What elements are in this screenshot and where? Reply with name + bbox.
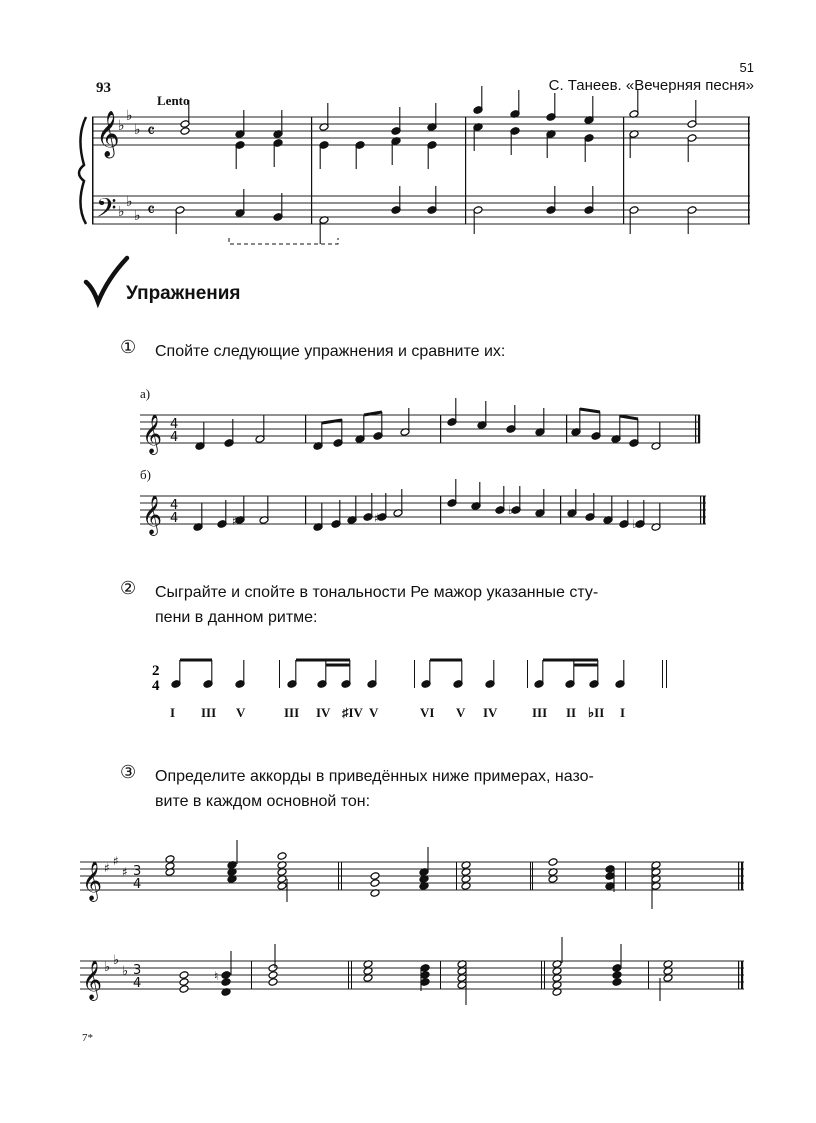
bar-line (251, 961, 252, 989)
note-head (221, 978, 231, 987)
bar-line (741, 961, 743, 989)
bar-line (700, 496, 701, 524)
exercise-a-label: а) (140, 386, 151, 401)
degree-label: III (284, 705, 300, 720)
time-sig: 4 (133, 877, 142, 892)
note-head (268, 978, 278, 987)
composer-title: С. Танеев. «Вечерняя песня» (548, 77, 754, 94)
bar-line (338, 862, 339, 890)
note-head (548, 858, 558, 867)
bar-line (92, 117, 94, 224)
bar-line (305, 415, 306, 443)
degree-label: V (236, 705, 246, 720)
bar-line (741, 862, 743, 890)
common-time: 𝄴 (147, 200, 156, 221)
flat-sign: ♭ (632, 517, 638, 531)
bar-line (560, 496, 561, 524)
bar-line (530, 862, 531, 890)
degree-label: IV (483, 705, 498, 720)
treble-clef: 𝄞 (96, 111, 120, 157)
note-head (179, 971, 189, 980)
note-head (370, 872, 380, 881)
natural-sign: ♮ (214, 969, 219, 983)
bar-line (625, 862, 626, 890)
exercise-b-label: б) (140, 467, 151, 482)
bar-line (279, 660, 280, 688)
bar-line (544, 961, 545, 989)
section-title: Упражнения (126, 283, 241, 304)
sharp-sign: ♯ (113, 854, 119, 868)
bar-line (648, 961, 649, 989)
flat-sign: ♭ (134, 122, 141, 138)
bar-line (348, 961, 349, 989)
page-number: 51 (739, 60, 754, 75)
flat-sign: ♭ (508, 503, 514, 517)
sharp-sign: ♯ (122, 865, 128, 879)
checkmark-icon (86, 258, 127, 302)
bar-line (440, 961, 441, 989)
common-time: 𝄴 (147, 121, 156, 142)
time-sig: 4 (170, 498, 179, 513)
bar-line (440, 496, 441, 524)
sharp-sign: ♯ (232, 514, 238, 528)
degree-label: VI (420, 705, 435, 720)
task-1-number: ① (120, 337, 137, 357)
flat-sign: ♭ (118, 118, 125, 134)
bar-line (311, 117, 312, 224)
note-head (179, 978, 189, 987)
degree-label: IV (316, 705, 331, 720)
bar-line (351, 961, 352, 989)
task-3-text: Определите аккорды в приведённых ниже примерах, назо- вите в каждом основной тон: (155, 768, 594, 810)
treble-clef: 𝄞 (82, 960, 103, 1000)
task-1-text: Спойте следующие упражнения и сравните их: (155, 343, 506, 360)
degree-label: II (566, 705, 577, 720)
degree-label: V (369, 705, 379, 720)
bar-line (662, 660, 663, 688)
bar-line (541, 961, 542, 989)
flat-sign: ♭ (134, 208, 141, 224)
rhythm-time-signature-bottom: 4 (152, 678, 160, 694)
note-head (612, 971, 622, 980)
bar-line (695, 415, 696, 443)
note-beam (322, 420, 342, 423)
note-beam (620, 416, 638, 419)
note-head (612, 978, 622, 987)
footer-mark: 7* (82, 1032, 93, 1044)
degree-label: I (620, 705, 626, 720)
note-head (370, 879, 380, 888)
flat-sign: ♭ (122, 964, 129, 979)
degree-label: V (456, 705, 466, 720)
time-sig: 4 (170, 511, 179, 526)
bar-line (440, 415, 441, 443)
bar-line (623, 117, 624, 224)
bar-line (566, 415, 567, 443)
time-sig: 4 (133, 976, 142, 991)
bass-clef: 𝄢 (96, 192, 117, 230)
bar-line (465, 117, 466, 224)
time-sig: 3 (133, 864, 142, 879)
degree-label: ♭II (588, 705, 605, 720)
degree-label: III (532, 705, 548, 720)
bar-line (738, 961, 739, 989)
bar-line (698, 415, 700, 443)
task-2-text: Сыграйте и спойте в тональности Ре мажор указанные сту- пени в данном ритме: (155, 584, 599, 626)
task-3-number: ③ (120, 762, 137, 782)
bar-line (666, 660, 667, 688)
note-head (221, 971, 231, 980)
tempo-marking: Lento (157, 93, 190, 108)
time-sig: 3 (133, 963, 142, 978)
note-head (179, 985, 189, 994)
note-head (180, 127, 190, 136)
bar-line (738, 862, 739, 890)
degree-label: I (170, 705, 176, 720)
treble-clef: 𝄞 (142, 414, 163, 454)
bar-line (703, 496, 705, 524)
brace (79, 117, 86, 224)
note-beam (580, 409, 600, 412)
treble-clef: 𝄞 (82, 861, 103, 901)
note-head (277, 852, 287, 861)
note-head (268, 964, 278, 973)
flat-sign: ♭ (113, 953, 120, 968)
flat-sign: ♭ (104, 960, 111, 975)
bar-line (456, 862, 457, 890)
task-2-number: ② (120, 578, 137, 598)
example-number: 93 (96, 80, 111, 96)
note-head (268, 971, 278, 980)
flat-sign: ♭ (126, 194, 133, 210)
time-sig: 4 (170, 430, 179, 445)
bar-line (527, 660, 528, 688)
bar-line (748, 117, 750, 224)
bar-line (305, 496, 306, 524)
time-sig: 4 (170, 417, 179, 432)
sharp-sign: ♯ (374, 511, 380, 525)
flat-sign: ♭ (126, 108, 133, 124)
bar-line (532, 862, 533, 890)
dashed-bracket (229, 238, 338, 244)
sharp-sign: ♯ (104, 861, 110, 875)
treble-clef: 𝄞 (142, 495, 163, 535)
bar-line (414, 660, 415, 688)
flat-sign: ♭ (118, 204, 125, 220)
bar-line (341, 862, 342, 890)
degree-label: III (201, 705, 217, 720)
rhythm-time-signature-top: 2 (152, 663, 160, 679)
degree-label: ♯IV (342, 705, 363, 720)
